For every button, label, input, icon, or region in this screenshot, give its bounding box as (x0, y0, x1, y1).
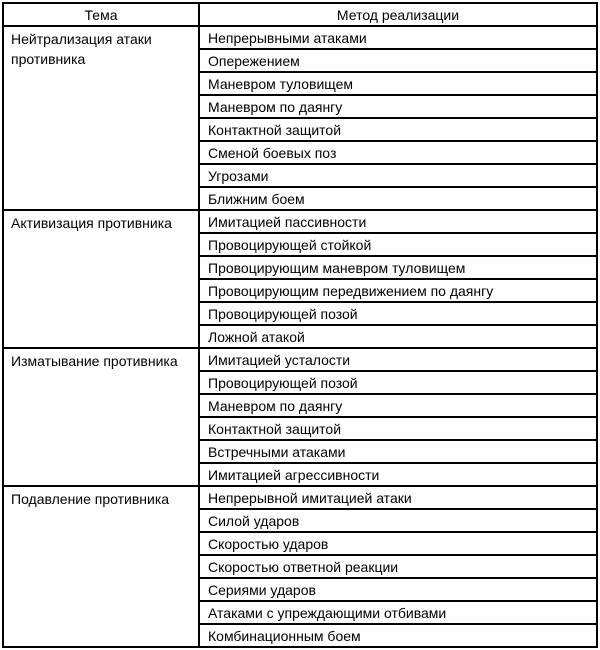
table-body (3, 26, 597, 647)
method-cell: Маневром туловищем (199, 72, 597, 95)
method-cell: Ложной атакой (199, 325, 597, 348)
theme-cell: Подавление противника (3, 486, 199, 647)
method-cell: Провоцирующим передвижением по даянгу (199, 279, 597, 302)
theme-column-header: Тема (3, 3, 199, 26)
method-cell: Сменой боевых поз (199, 141, 597, 164)
method-cell: Встречными атаками (199, 440, 597, 463)
method-cell: Контактной защитой (199, 417, 597, 440)
method-cell: Непрерывными атаками (199, 26, 597, 49)
method-cell: Опережением (199, 49, 597, 72)
method-cell: Ближним боем (199, 187, 597, 210)
table-row (3, 486, 597, 509)
table-row (3, 26, 597, 49)
method-cell: Провоцирующим маневром туловищем (199, 256, 597, 279)
method-cell: Имитацией пассивности (199, 210, 597, 233)
method-cell: Атаками с упреждающими отбивами (199, 601, 597, 624)
method-cell: Контактной защитой (199, 118, 597, 141)
method-cell: Провоцирующей стойкой (199, 233, 597, 256)
table-row (3, 348, 597, 371)
method-cell: Провоцирующей позой (199, 371, 597, 394)
method-cell: Имитацией агрессивности (199, 463, 597, 486)
method-cell: Непрерывной имитацией атаки (199, 486, 597, 509)
method-cell: Угрозами (199, 164, 597, 187)
method-cell: Скоростью ударов (199, 532, 597, 555)
table-header (3, 3, 597, 26)
theme-cell: Изматывание противника (3, 348, 199, 486)
method-cell: Маневром по даянгу (199, 95, 597, 118)
theme-cell: Активизация противника (3, 210, 199, 348)
theme-cell: Нейтрализация атаки противника (3, 26, 199, 210)
table-row (3, 210, 597, 233)
method-cell: Маневром по даянгу (199, 394, 597, 417)
method-cell: Скоростью ответной реакции (199, 555, 597, 578)
method-cell: Имитацией усталости (199, 348, 597, 371)
method-cell: Провоцирующей позой (199, 302, 597, 325)
method-cell: Комбинационным боем (199, 624, 597, 647)
method-cell: Силой ударов (199, 509, 597, 532)
method-cell: Сериями ударов (199, 578, 597, 601)
method-column-header: Метод реализации (199, 3, 597, 26)
header-row (3, 3, 597, 26)
tactics-table (2, 2, 598, 648)
